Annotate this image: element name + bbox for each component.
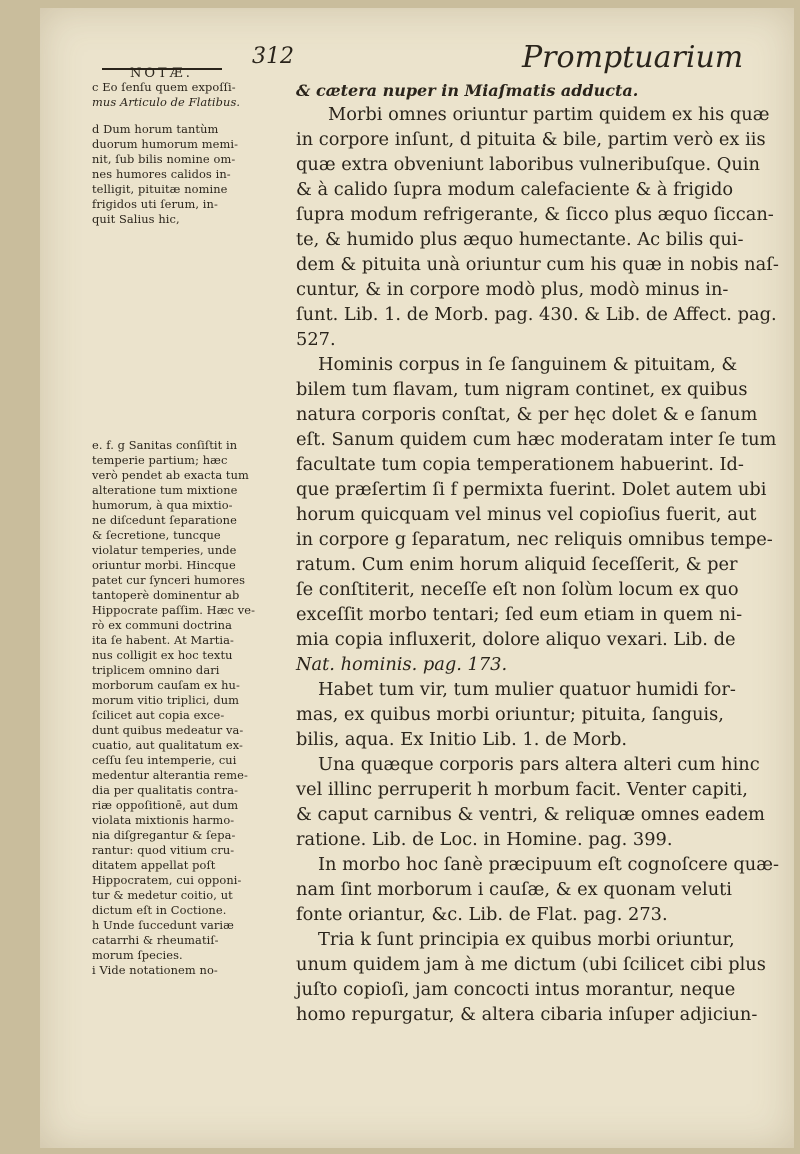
note-efg-line: ita ſe habent. At Martia- [92, 633, 235, 647]
text-line: quæ extra obveniunt laboribus vulneribuſque. Quin [296, 154, 760, 175]
text-line: Morbi omnes oriuntur partim quidem ex his quæ [328, 104, 770, 125]
main-text [296, 80, 794, 1027]
note-efg-line: triplicem omnino dari [92, 663, 220, 677]
note-h-line: morum ſpecies. [92, 948, 183, 962]
note-i-line: i Vide notationem no- [92, 963, 218, 977]
text-line: Una quæque corporis pars altera alteri cum hinc [318, 754, 760, 775]
note-efg-line: dictum eſt in Coctione. [92, 903, 227, 917]
text-line: mia copia influxerit, dolore aliquo vexari. Lib. de [296, 629, 736, 650]
page-number: 312 [252, 44, 294, 69]
text-line: dem & pituita unà oriuntur cum his quæ in nobis naſ- [296, 254, 779, 275]
note-d-line: duorum humorum memi- [92, 137, 239, 151]
text-line: & à calido ſupra modum calefaciente & à frigido [296, 179, 734, 200]
text-line: Tria k ſunt principia ex quibus morbi oriuntur, [318, 929, 735, 950]
text-line: nam ſint morborum i cauſæ, & ex quonam veluti [296, 879, 732, 900]
note-h-line: h Unde ſuccedunt variæ [92, 918, 234, 932]
note-d-line: nes humores calidos in- [92, 167, 231, 181]
note-efg-line: temperie partium; hæc [92, 453, 228, 467]
text-line: in corpore g ſeparatum, nec reliquis omnibus tempe- [296, 529, 773, 550]
text-line: Nat. hominis. pag. 173. [296, 654, 508, 675]
marginal-notes [92, 80, 294, 977]
note-efg-line: morborum cauſam ex hu- [92, 678, 240, 692]
note-efg-line: riæ oppoſitionē, aut dum [92, 798, 239, 812]
note-efg-line: ceſſu ſeu intemperie, cui [92, 753, 237, 767]
text-line: 527. [296, 329, 336, 350]
text-line: In morbo hoc ſanè præcipuum eſt cognoſcere quæ- [318, 854, 779, 875]
text-line: te, & humido plus æquo humectante. Ac bilis qui- [296, 229, 744, 250]
text-line: natura corporis conſtat, & per hęc dolet & e ſanum [296, 404, 758, 425]
text-line: ſupra modum refrigerante, & ſicco plus æquo ſiccan- [296, 204, 774, 225]
text-line: exceſſit morbo tentari; ſed eum etiam in quem ni- [296, 604, 743, 625]
text-line: in corpore inſunt, d pituita & bile, partim verò ex iis [296, 129, 766, 150]
note-d-line: quit Salius hic, [92, 212, 180, 226]
text-line: unum quidem jam à me dictum (ubi ſcilicet cibi plus [296, 954, 766, 975]
note-efg-line: nia diſgregantur & ſepa- [92, 828, 236, 842]
note-efg-line: ditatem appellat poſt [92, 858, 216, 872]
text-line: mas, ex quibus morbi oriuntur; pituita, ſanguis, [296, 704, 724, 725]
text-line: Habet tum vir, tum mulier quatuor humidi for- [318, 679, 736, 700]
note-efg-line: alteratione tum mixtione [92, 483, 238, 497]
text-line: vel illinc perruperit h morbum facit. Venter capiti, [296, 779, 748, 800]
note-efg-line: Hippocrate paſſim. Hæc ve- [92, 603, 256, 617]
text-line: ſunt. Lib. 1. de Morb. pag. 430. & Lib. de Affect. pag. [296, 304, 777, 325]
note-efg-line: verò pendet ab exacta tum [92, 468, 249, 482]
note-efg-line: ne diſcedunt ſeparatione [92, 513, 237, 527]
note-efg-line: violatur temperies, unde [92, 543, 237, 557]
text-line: horum quicquam vel minus vel copioſius fuerit, aut [296, 504, 757, 525]
note-efg-line: ſcilicet aut copia exce- [92, 708, 225, 722]
note-efg-line: tur & medetur coitio, ut [92, 888, 233, 902]
text-line: & caput carnibus & ventri, & reliquæ omnes eadem [296, 804, 765, 825]
note-efg-line: violata mixtionis harmo- [92, 813, 235, 827]
note-efg-line: & ſecretione, tuncque [92, 528, 221, 542]
text-line: & cætera nuper in Miaſmatis adducta. [296, 81, 639, 100]
text-line: eſt. Sanum quidem cum hæc moderatam inter ſe tum [296, 429, 777, 450]
note-efg-line: e. f. g Sanitas conſiſtit in [92, 438, 238, 452]
note-c-line: mus Articulo de Flatibus. [92, 95, 241, 109]
note-d-line: frigidos uti ſerum, in- [92, 197, 218, 211]
note-efg-line: dunt quibus medeatur va- [92, 723, 244, 737]
text-line: ſe conſtiterit, neceſſe eſt non ſolùm locum ex quo [296, 579, 739, 600]
note-efg-line: patet cur ſynceri humores [92, 573, 246, 587]
note-efg-line: nus colligit ex hoc textu [92, 648, 233, 662]
text-line: juſto copioſi, jam concocti intus morantur, neque [296, 979, 736, 1000]
note-efg-line: morum vitio triplici, dum [92, 693, 240, 707]
note-efg-line: Hippocratem, cui opponi- [92, 873, 242, 887]
note-efg-line: oriuntur morbi. Hincque [92, 558, 236, 572]
note-d-line: nit, ſub bilis nomine om- [92, 152, 236, 166]
text-line: bilis, aqua. Ex Initio Lib. 1. de Morb. [296, 729, 628, 750]
text-line: que præſertim ſi f permixta fuerint. Dolet autem ubi [296, 479, 767, 500]
note-efg-line: tantoperè dominentur ab [92, 588, 240, 602]
note-efg [92, 438, 294, 978]
text-line: bilem tum flavam, tum nigram continet, ex quibus [296, 379, 748, 400]
note-efg-line: medentur alterantia reme- [92, 768, 248, 782]
note-efg-line: dia per qualitatis contra- [92, 783, 239, 797]
note-efg-line: humorum, à qua mixtio- [92, 498, 233, 512]
note-efg-line: rantur: quod vitium cru- [92, 843, 235, 857]
text-line: homo repurgatur, & altera cibaria inſuper adjiciun- [296, 1004, 758, 1025]
text-line: ratum. Cum enim horum aliquid ſeceſſerit, & per [296, 554, 738, 575]
note-h-line: catarrhi & rheumatiſ- [92, 933, 219, 947]
text-line: fonte oriantur, &c. Lib. de Flat. pag. 273. [296, 904, 668, 925]
text-line: Hominis corpus in ſe ſanguinem & pituitam, & [318, 354, 738, 375]
page-header [102, 36, 782, 86]
notes-column-label: NOTÆ. [130, 66, 193, 81]
book-page [40, 8, 794, 1148]
note-d-line: d Dum horum tantùm [92, 122, 219, 136]
note-efg-line: rò ex communi doctrina [92, 618, 233, 632]
note-efg-line: cuatio, aut qualitatum ex- [92, 738, 243, 752]
text-line: ratione. Lib. de Loc. in Homine. pag. 399. [296, 829, 673, 850]
text-line: cuntur, & in corpore modò plus, modò minus in- [296, 279, 729, 300]
note-c-line: c Eo ſenſu quem expoſſi- [92, 80, 236, 94]
text-line: facultate tum copia temperationem habuerint. Id- [296, 454, 744, 475]
running-title: Promptuarium [522, 40, 744, 75]
note-d-line: telligit, pituitæ nomine [92, 182, 228, 196]
